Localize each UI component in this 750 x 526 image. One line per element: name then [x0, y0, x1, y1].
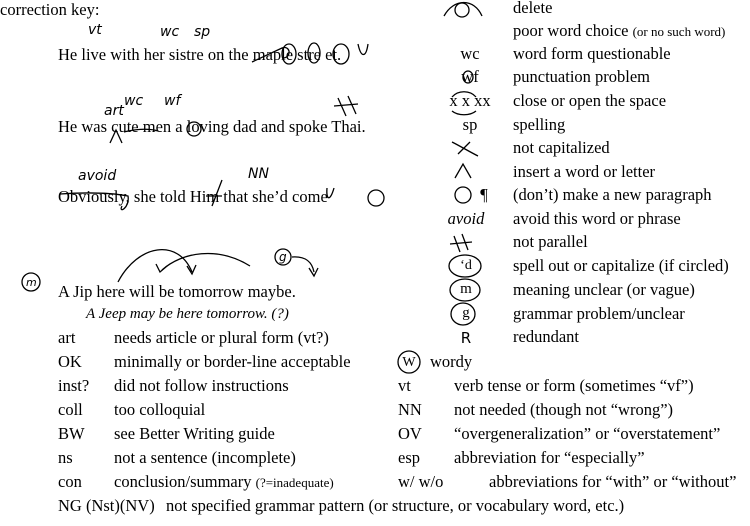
example-sentence-3: Obviously, she told Him that she’d come [58, 187, 328, 206]
abbrev-code: W [402, 355, 416, 370]
key-meaning: delete [513, 0, 553, 17]
key-meaning: poor word choice (or no such word) [513, 21, 726, 40]
key-symbol: sp [462, 115, 478, 134]
abbrev-meaning: wordy [430, 352, 473, 371]
mark-m: m [26, 276, 37, 289]
abbrev-code: OV [398, 424, 422, 443]
arrow-head [187, 265, 196, 274]
not-capitalized-icon [452, 142, 478, 156]
close-space-mark [358, 44, 368, 55]
arrow-head [156, 264, 167, 272]
key-meaning: insert a word or letter [513, 162, 656, 181]
mark-wc: wc [124, 93, 144, 109]
mark-sp: sp [194, 24, 211, 40]
abbrev-meaning: minimally or border-line acceptable [114, 352, 351, 371]
key-meaning: grammar problem/unclear [513, 304, 685, 323]
abbrev-code: vt [398, 376, 411, 395]
key-meaning: avoid this word or phrase [513, 209, 681, 228]
abbrev-code: OK [58, 352, 82, 371]
mark-art: art [104, 103, 124, 119]
abbrev-meaning: “overgeneralization” or “overstatement” [454, 424, 721, 443]
arrow-line [292, 257, 314, 272]
abbrev-code: coll [58, 400, 83, 419]
abbrev-code: NN [398, 400, 422, 419]
abbrev-meaning: did not follow instructions [114, 376, 289, 395]
page-title: correction key: [0, 0, 100, 19]
circle-mark [368, 190, 384, 206]
key-meaning: redundant [513, 327, 579, 346]
abbrev-meaning: abbreviation for “especially” [454, 448, 645, 467]
mark-avoid: avoid [78, 168, 117, 184]
mark-wf: wf [164, 93, 181, 109]
delete-symbol-mark [455, 3, 469, 17]
key-symbol: R [460, 329, 472, 347]
mark-nn: NN [248, 166, 269, 182]
footer-meaning: not specified grammar pattern (or structure, or vocabulary word, etc.) [166, 496, 625, 515]
paragraph-icon: ¶ [480, 185, 488, 204]
not-parallel-icon [450, 234, 472, 252]
arrow-line [162, 254, 250, 270]
example-sentence-1: He live with her sistre on the maple stre et. [58, 45, 342, 64]
abbrev-meaning: abbreviations for “with” or “without” [489, 472, 737, 491]
arrow-line [118, 250, 192, 282]
key-meaning: (don’t) make a new paragraph [513, 185, 712, 204]
abbrev-code: esp [398, 448, 420, 467]
abbrev-code: art [58, 328, 76, 347]
key-meaning: close or open the space [513, 91, 667, 110]
delete-symbol-mark [444, 3, 482, 17]
insert-caret-icon [455, 164, 471, 178]
abbrev-meaning: not a sentence (incomplete) [114, 448, 296, 467]
abbrev-meaning: see Better Writing guide [114, 424, 275, 443]
mark-wc: wc [160, 24, 180, 40]
abbrev-code: ns [58, 448, 73, 467]
key-symbol: x x xx [449, 91, 491, 110]
paragraph-circle-icon [455, 187, 471, 203]
key-meaning: punctuation problem [513, 67, 651, 86]
key-meaning: not parallel [513, 232, 588, 251]
example-sentence-4: A Jip here will be tomorrow maybe. [58, 282, 296, 301]
abbrev-code: con [58, 472, 82, 491]
key-meaning: meaning unclear (or vague) [513, 280, 695, 299]
key-meaning: not capitalized [513, 138, 610, 157]
mark-g: g [279, 250, 287, 264]
key-symbol: wc [460, 44, 480, 63]
key-meaning: spelling [513, 115, 566, 134]
abbrev-code: inst? [58, 376, 90, 395]
arrow-head [309, 268, 318, 276]
key-symbol: g [462, 305, 470, 321]
abbrev-meaning: needs article or plural form (vt?) [114, 328, 329, 347]
key-symbol: ‘d [460, 258, 472, 273]
key-meaning: word form questionable [513, 44, 671, 63]
abbrev-meaning: conclusion/summary (?=inadequate) [114, 472, 334, 491]
key-meaning: spell out or capitalize (if circled) [513, 256, 729, 275]
abbrev-code: w/ w/o [398, 472, 444, 491]
key-symbol: wf [461, 67, 479, 86]
key-symbol: avoid [447, 209, 485, 228]
abbrev-meaning: not needed (though not “wrong”) [454, 400, 674, 419]
abbrev-meaning: verb tense or form (sometimes “vf”) [454, 376, 694, 395]
not-parallel-mark [334, 96, 358, 116]
example-correction: A Jeep may be here tomorrow. (?) [86, 306, 289, 322]
close-space-mark [327, 188, 334, 198]
mark-vt: vt [88, 22, 102, 38]
footer-code: NG (Nst)(NV) [58, 496, 155, 515]
abbrev-code: BW [58, 424, 85, 443]
example-sentence-2: He was cute men a loving dad and spoke Thai. [58, 117, 366, 136]
key-symbol: m [460, 281, 472, 297]
abbrev-meaning: too colloquial [114, 400, 206, 419]
